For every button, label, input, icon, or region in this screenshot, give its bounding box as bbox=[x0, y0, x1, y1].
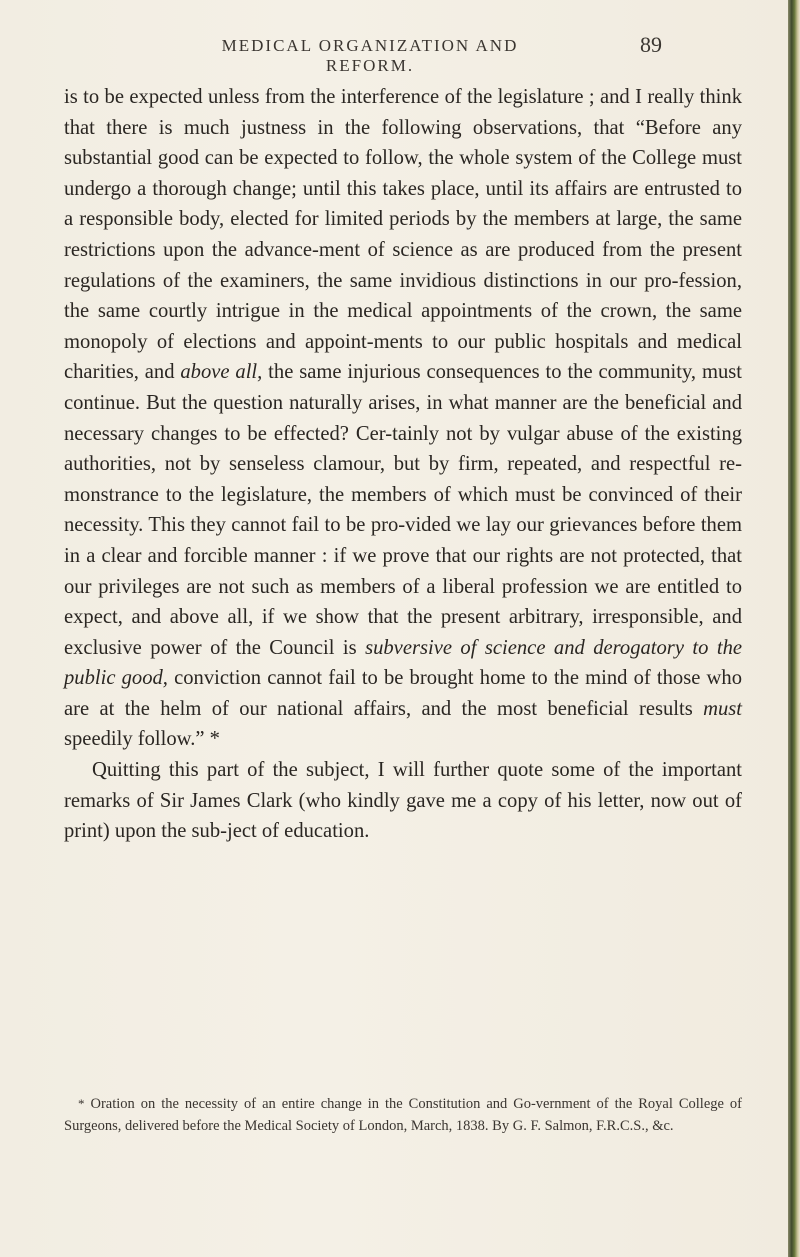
paragraph-text: the same injurious consequences to the community, must continue. But the question naturally arises, in what manner are the beneficial and necessary changes to be effected? Cer-tainly not by vulgar abuse of the existing authorities, not by senseless clamour, but by firm, repeated, and respectful re-monstrance to the legislature, the members of which must be convinced of their necessity. This they cannot fail to be pro-vided we lay our grievances before them in a clear and forcible manner : if we prove that our rights are not protected, that our privileges are not such as members of a liberal profession we are entitled to expect, and above all, if we show that the present arbitrary, irresponsible, and exclusive power of the Council is bbox=[64, 361, 742, 659]
footnote-text: Oration on the necessity of an entire change in the Constitution and Go-vernment of the Royal College of Surgeons, delivered before the Medical Society of London, March, 1838. By G. F. Salmon, F.R.C.S., &c. bbox=[64, 1096, 743, 1134]
paragraph-text: speedily follow.” * bbox=[64, 728, 220, 751]
running-head bbox=[0, 32, 788, 75]
page-number: 89 bbox=[640, 32, 662, 57]
emphasis-text: above all, bbox=[180, 361, 263, 384]
emphasis-text: subversive of science and derogatory to the public good, bbox=[64, 636, 743, 690]
footnote-marker: * bbox=[78, 1096, 85, 1111]
paragraph-text: is to be expected unless from the interference of the legislature ; and I really think that there is much justness in the following observations, that “Before any substantial good can be expected to follow, the whole system of the College must undergo a thorough change; until this takes place, until its affairs are entrusted to a responsible body, elected for limited periods by the members at large, the same restrictions upon the advance-ment of science as are produced from the present regulations of the examiners, the same invidious distinctions in our pro-fession, the same courtly intrigue in the medical appointments of the crown, the same monopoly of elections and appoint-ments to our public hospitals and medical charities, and bbox=[64, 86, 742, 384]
footnote bbox=[64, 1093, 742, 1137]
body-text bbox=[64, 82, 742, 847]
paragraph-quitting: Quitting this part of the subject, I will further quote some of the important remarks of Sir James Clark (who kindly gave me a copy of his letter, now out of print) upon the sub-ject of education. bbox=[64, 759, 742, 843]
running-title: MEDICAL ORGANIZATION AND REFORM. bbox=[221, 36, 519, 75]
page-binding-edge bbox=[788, 0, 800, 1257]
emphasis-text: must bbox=[703, 697, 742, 720]
paragraph-text: conviction cannot fail to be brought home to the mind of those who are at the helm of our national affairs, and the most beneficial results bbox=[64, 667, 742, 720]
paragraph-quotation bbox=[64, 82, 742, 755]
